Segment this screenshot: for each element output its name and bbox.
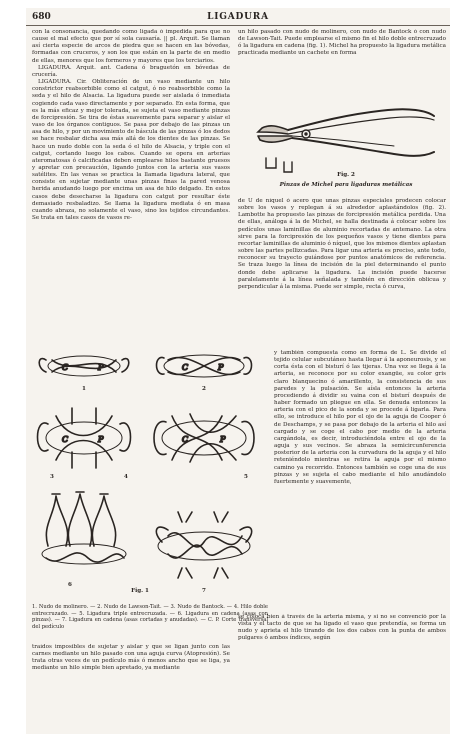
figure-1-number: 3	[50, 474, 54, 480]
figure-2-label: Fig. 2	[337, 172, 355, 178]
figure-2-michel-forceps	[248, 86, 444, 190]
right-column-beside-figure	[274, 350, 446, 614]
figure-1-label: Fig. 1	[131, 588, 149, 594]
svg-text:P: P	[98, 363, 104, 372]
paragraph: LIGADURA. Arquit. ant. Cadena ó braguetón en bóvedas de crucería.	[32, 64, 230, 78]
page-number: 680	[32, 12, 51, 22]
figure-1-caption: 1. Nudo de molinero. — 2. Nudo de Lawson-Tait. — 3. Nudo de Bantock. — 4. Hilo doble entrecruzado. — 5. Ligadura triple entrecruzada. — 6. Ligadura en cadena (asas con pinzas). — 7. Ligadura en cadena (asas cortadas y anudadas). — C. P. Corte transversal del pedículo	[32, 604, 268, 630]
right-column-middle	[238, 198, 446, 352]
svg-text:P: P	[220, 435, 226, 444]
left-column-bottom	[32, 644, 230, 732]
knot-3-drawing	[38, 408, 131, 468]
knot-4-5-drawing	[154, 414, 254, 462]
running-head: LIGADURA	[207, 12, 269, 22]
paragraph: un hilo pasado con nudo de molinero, con nudo de Bantock ó con nudo de Lawson-Tait. Puede emplearse el mismo fin el hilo doble entrecruzado ó la ligadura en cadena (fig. 1). Michel ha propuesto la ligadura metálica practicada mediante un cachete en forma	[238, 29, 446, 57]
figure-1-number: 6	[68, 582, 72, 588]
figure-2-caption: Pinzas de Michel para ligaduras metálicas	[279, 182, 413, 188]
left-column-top	[32, 29, 230, 343]
figure-1-number: 4	[124, 474, 128, 480]
svg-text:P: P	[98, 435, 104, 444]
figure-1-number: 7	[202, 588, 206, 594]
figure-1-ligature-knots	[32, 346, 268, 602]
knot-7-drawing	[156, 512, 251, 578]
svg-text:P: P	[218, 363, 224, 372]
page	[26, 8, 450, 734]
right-column-top	[238, 29, 446, 87]
paragraph: y también compuesta como en forma de L. Se divide el tejido celular subcutáneo hasta llegar á la aponeurosis, y se corta ésta con el bisturí ó las tijeras. Una vez se llega á la arteria, se reconoce por su color exangüe, su color gris claro blanquecino ó amarillento, la consistencia de sus paredes y la pulsación. Se aísla entonces la arteria procediendo á dividir su vaina con el bisturí después de haber formado un pliegue en ella. Se denuda entonces la arteria con el pico de la sonda y se procede á ligarla. Para ello, se introduce el hilo por el ojo de la aguja de Cooper ó de Deschamps, y se pasa por debajo de la arteria el hilo así cargado y se coge el cabo por medio de la arteria cargándola, es decir, introduciéndola entre el ojo de la aguja y sus vecinos. Se abraza la semicircunferencia posterior de la arteria con la curvadura de la aguja y el hilo reteniéndolo mientras se retira la aguja por el mismo camino ya recorrido. Entonces también se coge una de sus pinzas y se sujeta el cabo mediante el hilo anudándolo fuertemente y suavemente,	[274, 350, 446, 485]
paragraph: LIGADURA. Cir. Obliteración de un vaso mediante un hilo constrictor reabsorbible como el catgut, ó no reabsorbible como la seda y el hilo de Alsacia. La ligadura puede ser aislada ó inmediata cogiendo cada vaso directamente y por separado. En esta forma, que es la más eficaz y mejor tolerada, se sujeta el vaso mediante pinzas de forcipresión. Se tira de éstas suavemente para separar y aislar el vaso de los órganos contiguos. Se pasa por debajo de las pinzas un asa de hilo, y por un movimiento de báscula de las pinzas ó los dedos se hace resbalar dicha asa más allá de los dientes de las pinzas. Se hace un nudo doble con la seda ó el hilo de Alsacia, y triple con el catgut, cortando luego los cabos. Cuando se opera en arterias ateromatosas ó calcificadas deben emplearse hilos bastante gruesos y apretar con precaución, ligando juntos con la arteria sus vasos satélites. En las venas se practica la llamada ligadura lateral, que consiste en sujetar mediante unas pinzas finas la pared venosa herida anudando luego por encima un asa de hilo delgado. En estos casos debe desecharse la ligadura con catgut por resultar éste demasiado resbaladizo. Se llama la ligadura mediata ó en masa cuando abraza, no solamente el vaso, sino los tejidos circundantes. Se trata en tales casos de vasos re-	[32, 79, 230, 222]
figure-1-number: 2	[202, 386, 206, 392]
svg-text:C: C	[182, 363, 189, 372]
knot-2-drawing	[157, 355, 252, 377]
knot-6-drawing	[42, 492, 126, 564]
paragraph: de U de níquel ó acero que unas pinzas especiales prodecen colocar sobre los vasos y replegan á su alrededor aplastándolos (fig. 2). Lambotte ha propuesto las pinzas de forcipresión metálica perdida. Una de ellas, análoga á la de Michel, se halla destinada á colocar sobre los pedículos unas laminillas de aluminio recortadas de antemano. La otra sirve para la forcipresión de los pequeños vasos y tiene dientes para recortar laminillas de aluminio ó níquel, que los mismos dientes aplastan sobre las partes pellizcadas. Para ligar una arteria es preciso, ante todo, reconocer su trayecto guiándose por puntos anatómicos de referencia. Se traza luego la línea de incisión de la piel determinando el punto donde debe aplicarse la ligadura. La incisión puede hacerse paralelamente á la línea señalada y también en dirección oblicua y perpendicular á la misma. Puede ser simple, recta ó curva,	[238, 198, 446, 290]
svg-text:C: C	[62, 363, 69, 372]
svg-text:C: C	[182, 435, 189, 444]
paragraph: se coloca bien á través de la arteria misma, y si no se convenció por la vista y el tacto de que se ha ligado el vaso que pretendía, se forma un nudo y aprieta el hilo tirando de los dos cabos con la punta de ambos pulgares ó ambos índices, según	[238, 614, 446, 642]
right-column-bottom	[238, 614, 446, 732]
figure-1-number: 5	[244, 474, 248, 480]
svg-text:C: C	[62, 435, 69, 444]
figure-1-number: 1	[82, 386, 86, 392]
knot-1-drawing	[39, 356, 129, 376]
paragraph: con la consonancia, quedando como ligada ó impedida para que no cause el mal efecto que por sí sola causaría. || pl. Arquit. Se llaman así cierta especie de arcos de piedra que se hacen en las bóvedas, formadas con cruceros, y son los que están en la parte de en medio de ellas, menores que los formeros y mayores que los terciarios.	[32, 29, 230, 64]
page-header	[26, 12, 450, 26]
paragraph: traídos imposibles de sujetar y aislar y que se ligan junto con las carnes mediante un hilo pasado con una aguja curva (Atopresión). Se trata otras veces de un pedículo más ó menos ancho que se liga, ya mediante un hilo simple bien apretado, ya mediante	[32, 644, 230, 672]
